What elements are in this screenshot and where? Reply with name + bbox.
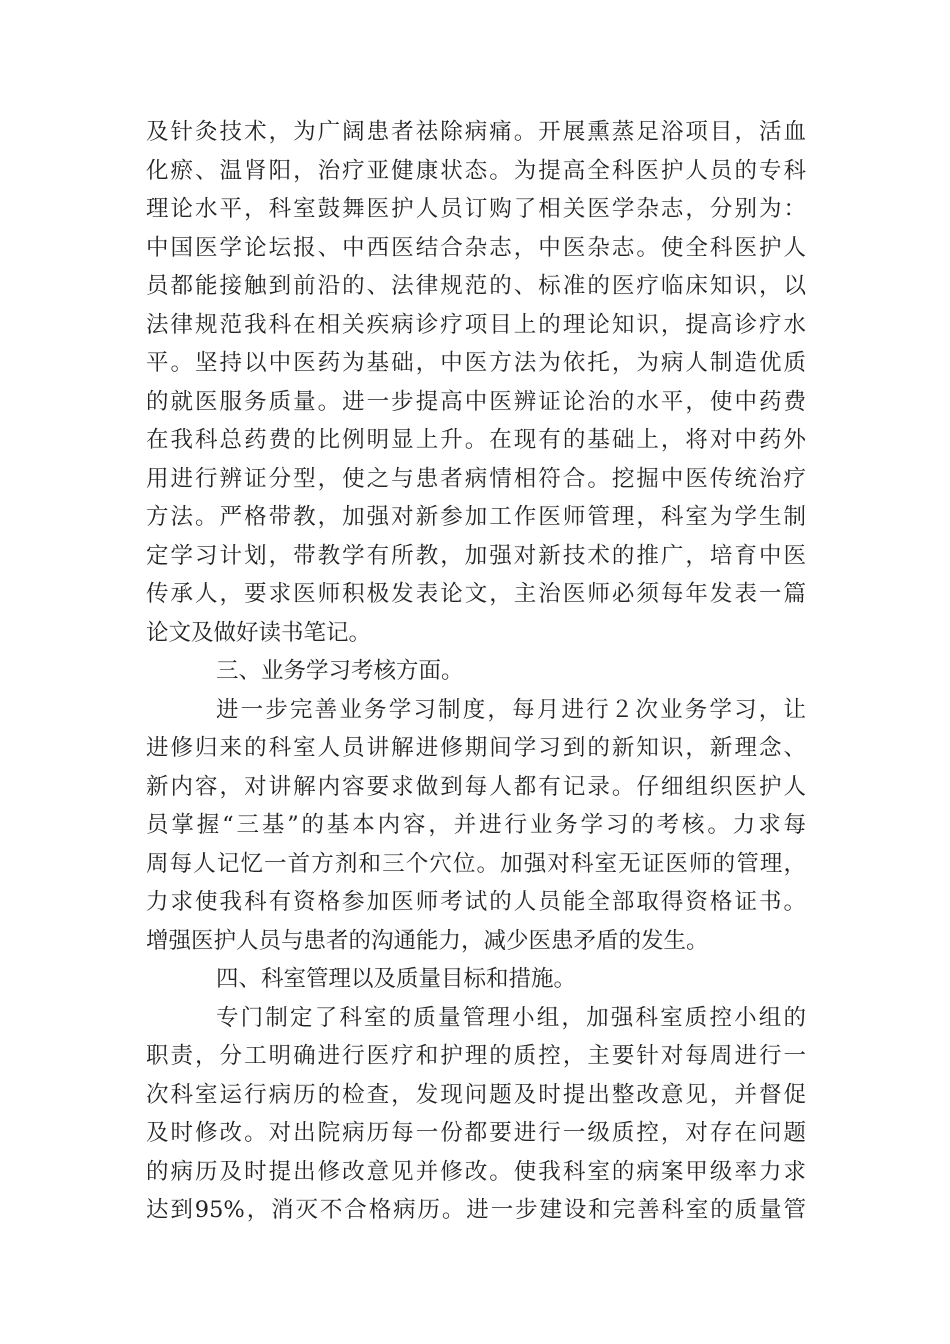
body-text [146,113,806,1230]
text-line: 法律规范我科在相关疾病诊疗项目上的理论知识，提高诊疗水 [146,311,806,338]
text-line: 在我科总药费的比例明显上升。在现有的基础上，将对中药外 [146,427,806,453]
text-line: 化瘀、温肾阳，治疗亚健康状态。为提高全科医护人员的专科 [146,157,806,184]
text-line: 专门制定了科室的质量管理小组，加强科室质控小组的 [216,1004,806,1031]
text-line: 员掌握“三基”的基本内容，并进行业务学习的考核。力求每 [146,812,806,838]
text-line: 周每人记忆一首方剂和三个穴位。加强对科室无证医师的管理， [146,850,806,877]
section-heading: 三、业务学习考核方面。 [216,658,464,684]
text-line: 进修归来的科室人员讲解进修期间学习到的新知识，新理念、 [146,735,806,761]
section-heading: 四、科室管理以及质量目标和措施。 [216,966,577,992]
text-line: 的就医服务质量。进一步提高中医辨证论治的水平，使中药费 [146,388,806,415]
text-line: 传承人，要求医师积极发表论文，主治医师必须每年发表一篇 [146,581,806,607]
text-line: 中国医学论坛报、中西医结合杂志，中医杂志。使全科医护人 [146,234,806,261]
text-line: 理论水平，科室鼓舞医护人员订购了相关医学杂志，分别为： [146,196,806,222]
text-line: 次科室运行病历的检查，发现问题及时提出整改意见，并督促 [146,1081,806,1108]
text-line: 及针灸技术，为广阔患者祛除病痛。开展熏蒸足浴项目，活血 [146,119,806,145]
text-line: 新内容，对讲解内容要求做到每人都有记录。仔细组织医护人 [146,773,806,800]
text-line: 增强医护人员与患者的沟通能力，减少医患矛盾的发生。 [146,927,709,954]
text-line: 平。坚持以中医药为基础，中医方法为依托，为病人制造优质 [146,350,806,376]
text-line: 论文及做好读书笔记。 [146,619,372,646]
text-line: 达到95%，消灭不合格病历。进一步建设和完善科室的质量管 [146,1197,806,1223]
text-line: 员都能接触到前沿的、法律规范的、标准的医疗临床知识，以 [146,273,806,299]
text-line: 及时修改。对出院病历每一份都要进行一级质控，对存在问题 [146,1120,806,1146]
text-line: 的病历及时提出修改意见并修改。使我科室的病案甲级率力求 [146,1158,806,1185]
text-line: 用进行辨证分型，使之与患者病情相符合。挖掘中医传统治疗 [146,465,806,492]
text-line: 进一步完善业务学习制度，每月进行２次业务学习，让 [216,696,806,723]
text-line: 力求使我科有资格参加医师考试的人员能全部取得资格证书。 [146,889,806,915]
text-line: 职责，分工明确进行医疗和护理的质控，主要针对每周进行一 [146,1043,806,1069]
text-line: 方法。严格带教，加强对新参加工作医师管理，科室为学生制 [146,504,806,530]
text-line: 定学习计划，带教学有所教，加强对新技术的推广，培育中医 [146,542,806,569]
